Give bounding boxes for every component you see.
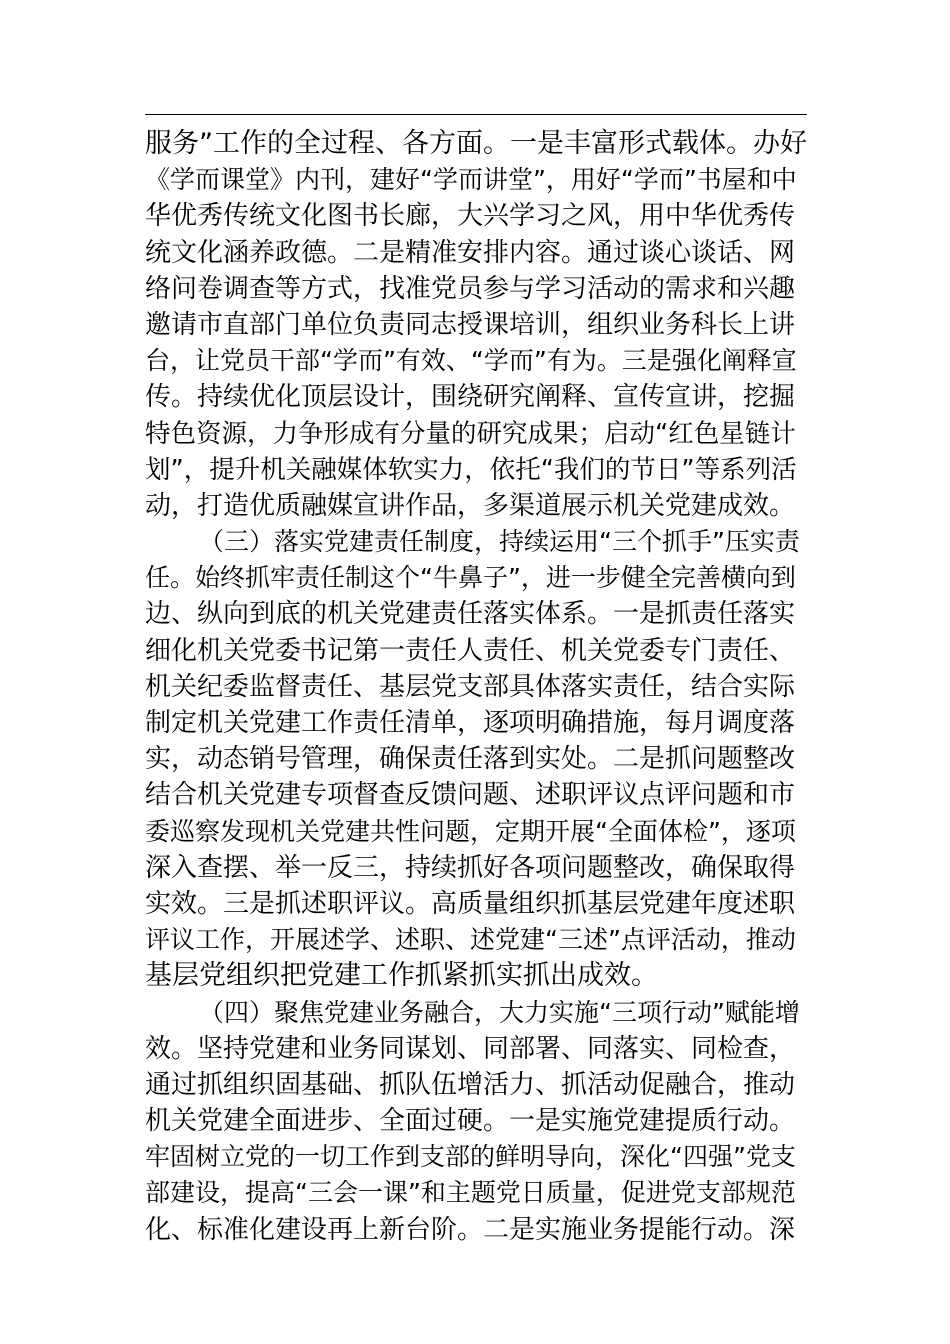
text-line: 动，打造优质融媒宣讲作品，多渠道展示机关党建成效。 [145,490,796,521]
text-line: 任。始终抓牢责任制这个“牛鼻子”，进一步健全完善横向到 [145,563,796,593]
text-line: 统文化涵养政德。二是精准安排内容。通过谈心谈话、网 [145,237,796,268]
text-line: 结合机关党建专项督查反馈问题、述职评议点评问题和市 [145,780,796,811]
text-line: 边、纵向到底的机关党建责任落实体系。一是抓责任落实 [145,599,796,630]
body-text [145,126,807,1248]
text-line: 实，动态销号管理，确保责任落到实处。二是抓问题整改 [145,744,796,775]
text-line: 通过抓组织固基础、抓队伍增活力、抓活动促融合，推动 [145,1069,796,1100]
text-line: 基层党组织把党建工作抓紧抓实抓出成效。 [145,960,658,992]
text-line: 服务”工作的全过程、各方面。一是丰富形式载体。办好 [145,128,807,159]
text-line: 机关党建全面进步、全面过硬。一是实施党建提质行动。 [145,1106,796,1137]
section-heading-line: （四）聚焦党建业务融合，大力实施“三项行动”赋能增 [199,997,800,1027]
text-line: 络问卷调查等方式，找准党员参与学习活动的需求和兴趣 [145,273,796,304]
text-line: 牢固树立党的一切工作到支部的鲜明导向，深化“四强”党支 [145,1142,796,1172]
text-line: 评议工作，开展述学、述职、述党建“三述”点评活动，推动 [145,925,796,955]
text-line: 细化机关党委书记第一责任人责任、机关党委专门责任、 [145,635,796,666]
text-line: 化、标准化建设再上新台阶。二是实施业务提能行动。深 [145,1214,796,1245]
text-line: 委巡察发现机关党建共性问题，定期开展“全面体检”，逐项 [145,816,796,846]
text-line: 《学而课堂》内刊，建好“学而讲堂”，用好“学而”书屋和中 [145,165,797,195]
text-line: 机关纪委监督责任、基层党支部具体落实责任，结合实际 [145,671,796,702]
text-line: 台，让党员干部“学而”有效、“学而”有为。三是强化阐释宣 [145,346,797,376]
text-line: 实效。三是抓述职评议。高质量组织抓基层党建年度述职 [145,888,796,919]
text-line: 划”，提升机关融媒体软实力，依托“我们的节日”等系列活 [145,454,797,485]
text-line: 效。坚持党建和业务同谋划、同部署、同落实、同检查， [145,1033,796,1064]
header-rule [145,114,807,115]
text-line: 深入查摆、举一反三，持续抓好各项问题整改，确保取得 [145,852,796,883]
text-line: 制定机关党建工作责任清单，逐项明确措施，每月调度落 [145,708,796,738]
text-line: 传。持续优化顶层设计，围绕研究阐释、宣传宣讲，挖掘 [145,382,796,413]
section-heading-line: （三）落实党建责任制度，持续运用“三个抓手”压实责 [199,527,800,557]
text-line: 邀请市直部门单位负责同志授课培训，组织业务科长上讲 [145,309,796,340]
text-line: 华优秀传统文化图书长廊，大兴学习之风，用中华优秀传 [145,201,796,232]
text-line: 特色资源，力争形成有分量的研究成果；启动“红色星链计 [145,418,796,449]
text-line: 部建设，提高“三会一课”和主题党日质量，促进党支部规范 [145,1178,796,1208]
